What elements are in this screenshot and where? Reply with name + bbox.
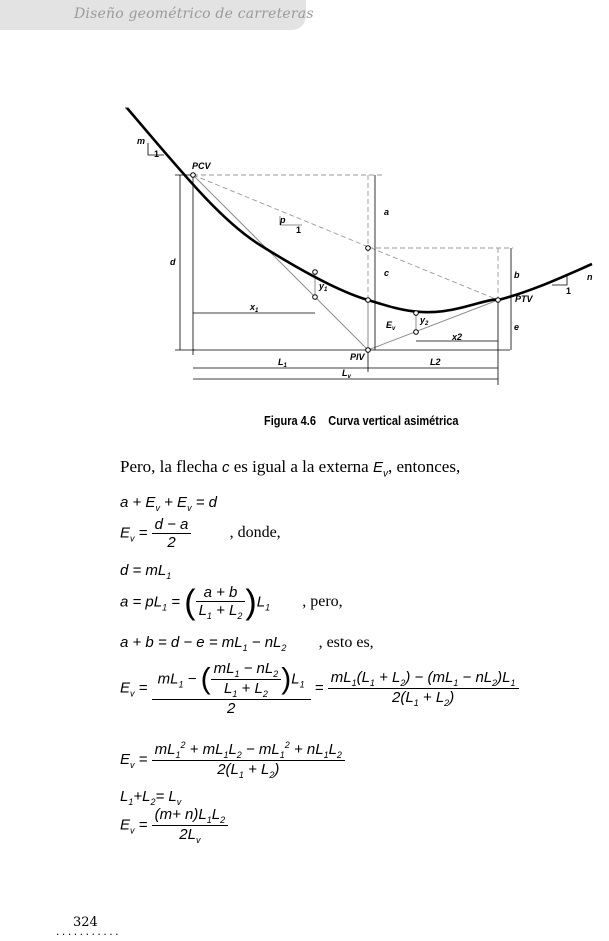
page-number-dots: ........... [55,928,121,938]
label-one-m: 1 [154,149,160,159]
label-lv: $L_v$ [342,368,351,380]
dimension-lines [125,108,511,385]
equation-8: $L_1+L_2= L_v$ [120,788,182,807]
label-pcv: PCV [192,161,211,171]
label-ev: $E_v$ [386,320,396,332]
eq-note-esto: , esto es, [318,634,374,651]
equation-6: $E_v$ = $mL_1$ − ( $\frac{mL_1 - nL_2}{L_1 + L_2}$ )$L_1$ 2 = $\frac{mL_1(L_1 + L_2) - (mL_1 - nL_2)L_1}{2(L_1 + L_2)}$ [120,660,519,717]
label-p: p [280,215,286,225]
equation-1: $a + E_v + E_v = d$ [120,494,217,513]
label-b: b [514,270,520,280]
label-d: d [170,257,176,267]
page-number: 324 [73,915,98,930]
label-ptv: PTV [515,294,533,304]
equation-7: $E_v$ = $\frac{mL_1^2 + mL_1L_2 - mL_1^2 + nL_1L_2}{2(L_1 + L_2)}$ [120,740,345,780]
vertical-curve [127,108,592,312]
running-header: Diseño geométrico de carreteras [74,6,314,22]
tangent-lines [193,175,498,350]
label-n: n [587,272,593,282]
asymmetric-vertical-curve-figure [0,0,609,400]
label-piv: PIV [350,352,365,362]
slope-triangles [148,143,567,285]
label-m: m [137,136,146,146]
dashed-guides [193,175,513,350]
body-paragraph: Pero, la flecha c es igual a la externa $E_v$, entonces, [120,457,461,480]
equation-3: $d = mL_1$ [120,562,172,581]
label-l2: L2 [430,357,441,367]
label-x2: x2 [452,332,463,342]
label-c: c [384,268,390,278]
eq-note-donde: , donde, [229,524,281,542]
eq-note-pero: , pero, [302,593,343,611]
label-one-n: 1 [566,286,572,296]
equation-9: $E_v$ = $\frac{(m+ n)L_1L_2}{2L_v}$ [120,806,228,845]
caption-title: Curva vertical asimétrica [328,414,459,428]
label-e: e [514,322,520,332]
caption-number: Figura 4.6 [264,414,316,428]
label-x1: $x_1$ [250,302,259,314]
equation-5: $a + b = d - e = mL_1 - nL_2$ , esto es, [120,634,374,653]
curve-points [191,173,501,353]
label-l1: $L_1$ [278,357,287,369]
equation-4: $a = pL_1$ = ( $\frac{a + b}{L_1 + L_2}$ )$L_1$ , pero, [120,583,343,622]
label-y1: $y_1$ [319,281,328,293]
label-y2: $y_2$ [420,315,429,327]
label-one-p: 1 [296,225,302,235]
equation-2: $E_v$ = $\frac{d - a}{2}$ , donde, [120,516,281,551]
figure-caption [264,414,459,428]
label-a: a [384,207,390,217]
